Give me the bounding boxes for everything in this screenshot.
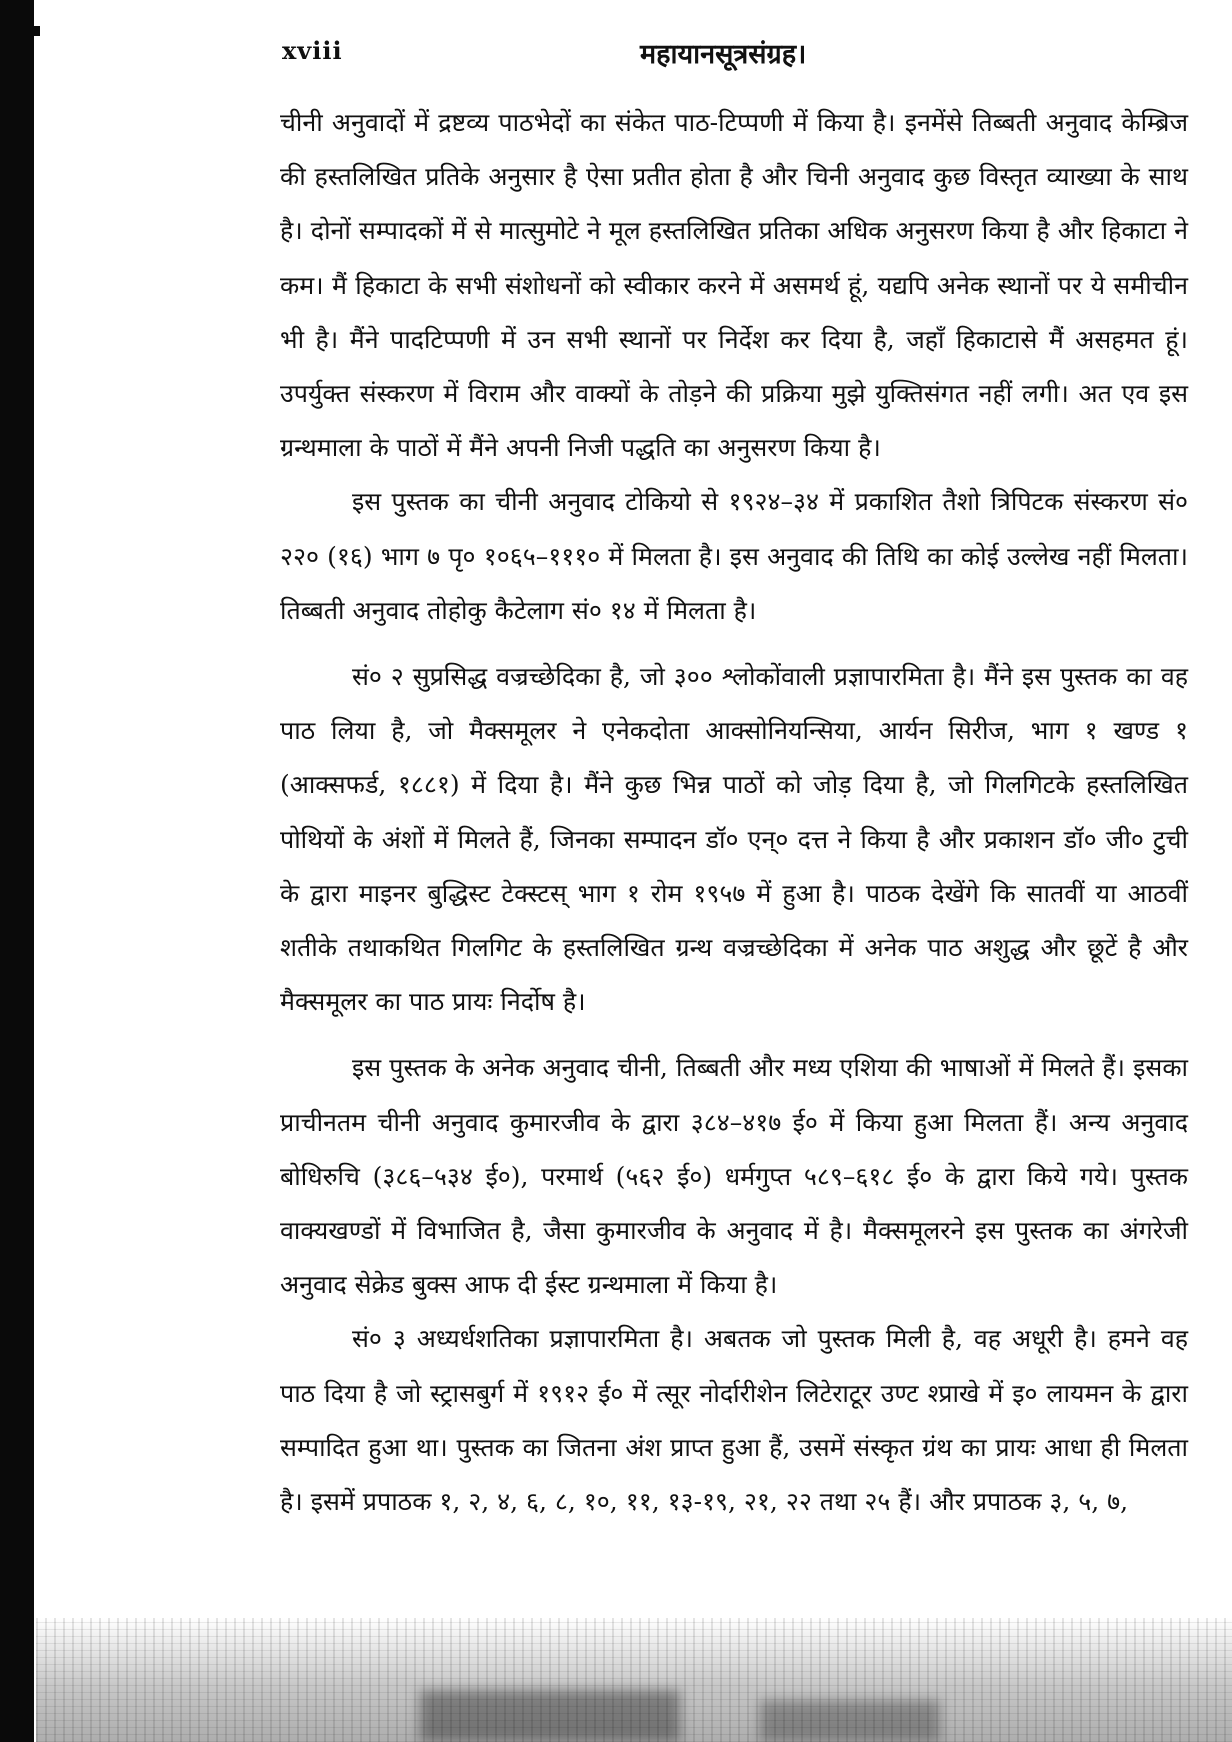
page-number: xviii [282, 36, 343, 65]
scan-smudge [760, 1700, 940, 1742]
page-header [270, 34, 1190, 74]
body-text [280, 96, 1188, 1529]
paragraph-vajracchedika: सं० २ सुप्रसिद्ध वज्रच्छेदिका है, जो ३०० श्लोकोंवाली प्रज्ञापारमिता है। मैंने इस पुस्तक का वह पाठ लिया है, जो मैक्समूलर ने एनेकदोता आक्सोनियन्सिया, आर्यन सिरीज, भाग १ खण्ड १ (आक्सफर्ड, १८८१) में दिया है। मैंने कुछ भिन्न पाठों को जोड़ दिया है, जो गिलगिटके हस्तलिखित पोथियों के अंशों में मिलते हैं, जिनका सम्पादन डॉ० एन्० दत्त ने किया है और प्रकाशन डॉ० जी० टुची के द्वारा माइनर बुद्धिस्ट टेक्स्टस् भाग १ रोम १९५७ में हुआ है। पाठक देखेंगे कि सातवीं या आठवीं शतीके तथाकथित गिलगिट के हस्तलिखित ग्रन्थ वज्रच्छेदिका में अनेक पाठ अशुद्ध और छूटें है और मैक्समूलर का पाठ प्रायः निर्दोष है। [280, 662, 1188, 1017]
paragraph-translations: इस पुस्तक के अनेक अनुवाद चीनी, तिब्बती और मध्य एशिया की भाषाओं में मिलते हैं। इसका प्राचीनतम चीनी अनुवाद कुमारजीव के द्वारा ३८४–४१७ ई० में किया हुआ मिलता हैं। अन्य अनुवाद बोधिरुचि (३८६–५३४ ई०), परमार्थ (५६२ ई०) धर्मगुप्त ५८९–६१८ ई० के द्वारा किये गये। पुस्तक वाक्यखण्डों में विभाजित है, जैसा कुमारजीव के अनुवाद में है। मैक्समूलरने इस पुस्तक का अंगरेजी अनुवाद सेक्रेड बुक्स आफ दी ईस्ट ग्रन्थमाला में किया है। [280, 1053, 1188, 1300]
paragraph-chinese-tibetan-translation: इस पुस्तक का चीनी अनुवाद टोकियो से १९२४–३४ में प्रकाशित तैशो त्रिपिटक संस्करण सं० २२० (१६) भाग ७ पृ० १०६५–१११० में मिलता है। इस अनुवाद की तिथि का कोई उल्लेख नहीं मिलता। तिब्बती अनुवाद तोहोकु कैटेलाग सं० १४ में मिलता है। [280, 487, 1188, 625]
paragraph-adhyardhashatika: सं० ३ अध्यर्धशतिका प्रज्ञापारमिता है। अबतक जो पुस्तक मिली है, वह अधूरी है। हमने वह पाठ दिया है जो स्ट्रासबुर्ग में १९१२ ई० में त्सूर नोर्दारीशेन लिटेराटूर उण्ट श्प्राखे में इ० लायमन के द्वारा सम्पादित हुआ था। पुस्तक का जितना अंश प्राप्त हुआ हैं, उसमें संस्कृत ग्रंथ का प्रायः आधा ही मिलता है। इसमें प्रपाठक १, २, ४, ६, ८, १०, ११, १३-१९, २१, २२ तथा २५ हैं। और प्रपाठक ३, ५, ७, [280, 1324, 1188, 1517]
running-title: महायानसूत्रसंग्रह। [640, 39, 807, 70]
scan-smudge [420, 1690, 680, 1742]
scan-binding-tick [34, 26, 40, 36]
paragraph-chinese-translations-note: चीनी अनुवादों में द्रष्टव्य पाठभेदों का संकेत पाठ-टिप्पणी में किया है। इनमेंसे तिब्बती अनुवाद केम्ब्रिज की हस्तलिखित प्रतिके अनुसार है ऐसा प्रतीत होता है और चिनी अनुवाद कुछ विस्तृत व्याख्या के साथ है। दोनों सम्पादकों में से मात्सुमोटे ने मूल हस्तलिखित प्रतिका अधिक अनुसरण किया है और हिकाटा ने कम। मैं हिकाटा के सभी संशोधनों को स्वीकार करने में असमर्थ हूं, यद्यपि अनेक स्थानों पर ये समीचीन भी है। मैंने पादटिप्पणी में उन सभी स्थानों पर निर्देश कर दिया है, जहाँ हिकाटासे मैं असहमत हूं। उपर्युक्त संस्करण में विराम और वाक्यों के तोड़ने की प्रक्रिया मुझे युक्तिसंगत नहीं लगी। अत एव इस ग्रन्थमाला के पाठों में मैंने अपनी निजी पद्धति का अनुसरण किया है। [280, 108, 1188, 463]
scan-binding-edge [0, 0, 34, 1742]
